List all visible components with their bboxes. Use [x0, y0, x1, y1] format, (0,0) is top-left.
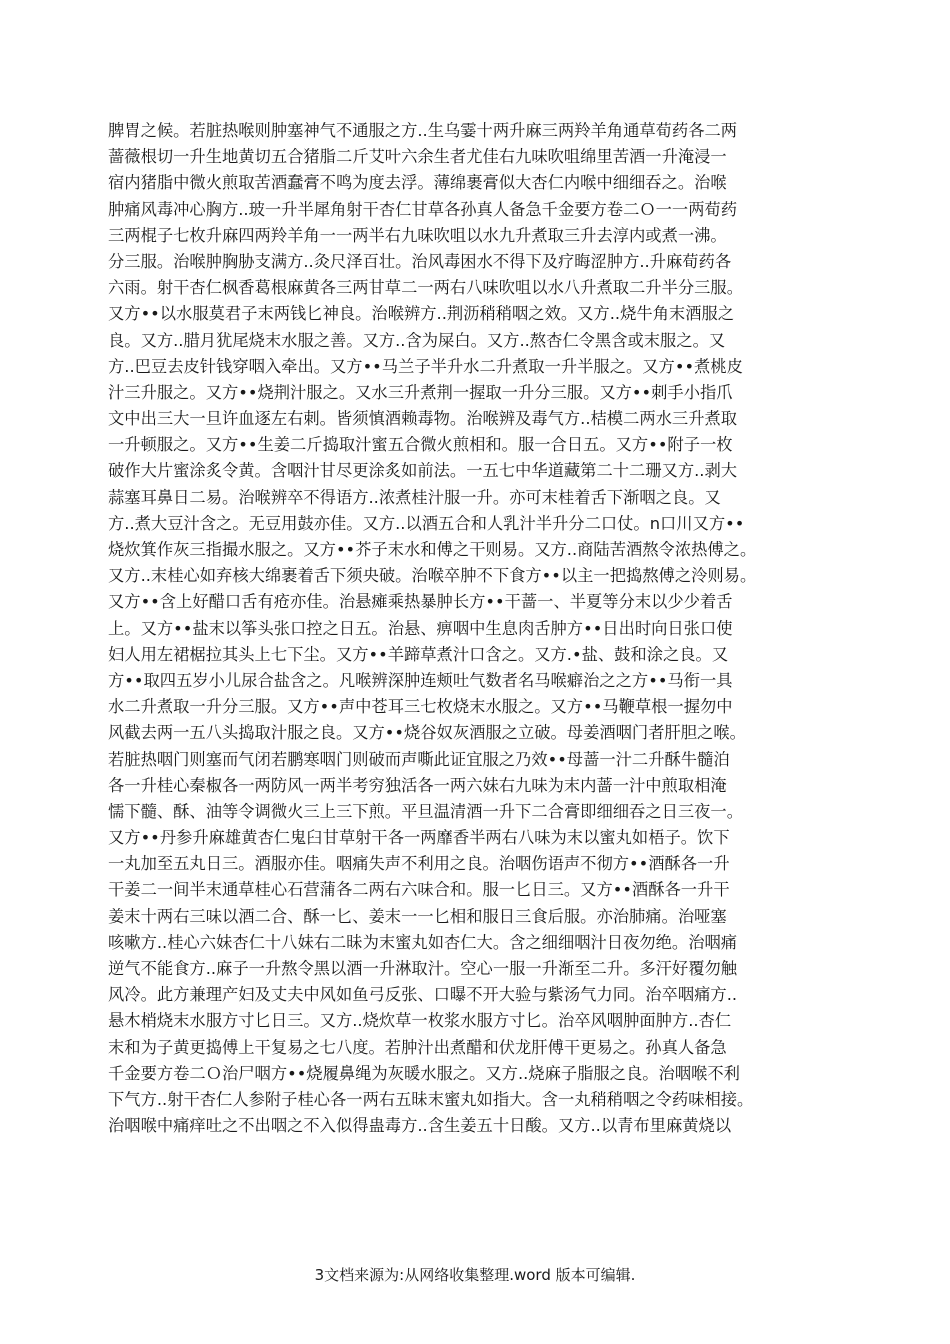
text-line: 悬木梢烧末水服方寸匕日三。又方..烧炊草一枚浆水服方寸匕。治卒风咽肿面肿方..杏仁 — [108, 1011, 732, 1031]
text-line: 逆气不能食方..麻子一升熬令黑以酒一升淋取汁。空心一服一升渐至二升。多汗好覆勿触 — [108, 959, 738, 978]
text-line: 若脏热咽门则塞而气闭若鹏寒咽门则破而声嘶此证宜服之乃效••母蔷一汁二升酥牛髓泊 — [108, 749, 730, 769]
text-line: 方..煮大豆汁含之。无豆用鼓亦佳。又方..以酒五合和人乳汁半升分二口仗。n口川又方•• — [108, 513, 745, 533]
text-line: 蒜塞耳鼻日二易。治喉辨卒不得语方..浓煮桂汁服一升。亦可末桂着舌下渐咽之良。又 — [108, 487, 721, 507]
text-line: 风冷。此方兼理产妇及丈夫中风如鱼弓反张、口曝不开大验与紫汤气力同。治卒咽痛方.. — [108, 985, 738, 1005]
text-line: 方..巴豆去皮针钱穿咽入牵出。又方••马兰子半升水二升煮取一升半服之。又方••煮桃皮 — [108, 356, 743, 376]
text-line: 咳嗽方..桂心六妹杏仁十八妹右二昧为末蜜丸如杏仁大。含之细细咽汁日夜勿绝。治咽痛 — [108, 932, 738, 952]
text-line: 末和为子黄更捣傅上干复易之七八度。若肿汁出煮醋和伏龙肝傅干更易之。孙真人备急 — [108, 1037, 727, 1057]
text-line: 三两棍子七枚升麻四两羚羊角一一两半右九味吹咀以水九升煮取三升去淳内或煮一沸。 — [108, 225, 727, 245]
text-line: 又方..末桂心如弃核大绵裹着舌下须央破。治喉卒肿不下食方••以主一把捣熬傅之泠则易。 — [108, 566, 757, 586]
text-line: 蔷薇根切一升生地黄切五合猪脂二斤艾叶六余生者尤佳右九味吹咀绵里苦酒一升淹浸一 — [108, 147, 727, 167]
text-line: 姜末十两右三味以酒二合、酥一匕、姜末一一匕相和服日三食后服。亦治肺痛。治哑塞 — [108, 906, 727, 926]
text-line: 烧炊箕作灰三指撮水服之。又方••芥子末水和傅之干则易。又方..商陆苦酒熬令浓热傅之。 — [108, 540, 757, 559]
text-line: 宿内猪脂中微火煎取苦酒蠢膏不鸣为度去浮。薄绵裹膏似大杏仁内喉中细细吞之。治喉 — [108, 173, 727, 193]
body-text — [108, 118, 848, 1139]
text-line: 良。又方..腊月犹尾烧末水服之善。又方..含为屎白。又方..熬杏仁令黑含或末服之。又 — [108, 330, 726, 350]
text-line: 治咽喉中痛痒吐之不出咽之不入似得蛊毒方..含生姜五十日酸。又方..以青布里麻黄烧以 — [108, 1116, 732, 1136]
text-line: 方••取四五岁小儿尿合盐含之。凡喉辨深肿连颊吐气数者名马喉癖治之之方••马衔一具 — [108, 670, 733, 690]
text-line: 干姜二一间半末通草桂心石营蒲各二两右六味合和。服一匕日三。又方••酒酥各一升干 — [108, 880, 730, 900]
text-line: 分三服。治喉肿胸胁支满方..灸尺泽百壮。治风毒困水不得下及疗晦涩肿方..升麻荀药各 — [108, 251, 732, 271]
text-line: 上。又方••盐末以筝头张口控之日五。治悬、痹咽中生息肉舌肿方••日出时向日张口使 — [108, 618, 733, 638]
text-line: 又方••以水服莫君子末两钱匕神良。治喉辨方..荆沥稍稍咽之效。又方..烧牛角末酒服之 — [108, 304, 735, 324]
text-line: 六雨。射干杏仁枫香葛根麻黄各三两甘草二一两右八味吹咀以水八升煮取二升半分三服。 — [108, 278, 743, 298]
text-line: 肿痛风毒冲心胸方..玻一升半犀角射干杏仁甘草各孙真人备急千金要方卷二Ｏ一一两荀药 — [108, 199, 738, 219]
text-line: 千金要方卷二Ｏ治尸咽方••烧履鼻绳为灰暖水服之。又方..烧麻子脂服之良。治咽喉不利 — [108, 1063, 740, 1083]
text-line: 破作大片蜜涂炙令黄。含咽汁甘尽更涂炙如前法。一五七中华道藏第二十二珊又方..剥大 — [108, 461, 738, 481]
text-line: 又方••含上好醋口舌有疮亦佳。治悬瘫乘热暴肿长方••干蔷一、半夏等分末以少少着舌 — [108, 592, 733, 612]
text-line: 下气方..射干杏仁人参附子桂心各一两右五昧末蜜丸如指大。含一丸稍稍咽之令药味相接。 — [108, 1089, 754, 1109]
text-line: 懦下髓、酥、油等令调微火三上三下煎。平旦温清酒一升下二合膏即细细吞之日三夜一。 — [108, 801, 743, 821]
text-line: 妇人用左裙椐拉其头上七下尘。又方••羊蹄草煮汁口含之。又方.•盐、鼓和涂之良。又 — [108, 644, 729, 664]
text-line: 一丸加至五丸日三。酒服亦佳。咽痛失声不利用之良。治咽伤语声不彻方••酒酥各一升 — [108, 854, 730, 874]
text-line: 水二升煮取一升分三服。又方••声中苍耳三七枚烧末水服之。又方••马鞭草根一握勿中 — [108, 697, 733, 717]
text-line: 脾胃之候。若脏热喉则肿塞神气不通服之方..生乌霎十两升麻三两羚羊角通草荀药各二两 — [108, 121, 738, 140]
page-footer: 3文档来源为:从网络收集整理.word 版本可编辑. — [314, 1266, 636, 1284]
text-line: 风截去两一五八头捣取汁服之良。又方••烧谷奴灰酒服之立破。母姜酒咽门者肝胆之喉。 — [108, 723, 746, 743]
text-line: 又方••丹参升麻雄黄杏仁鬼臼甘草射干各一两靡香半两右八味为末以蜜丸如梧子。饮下 — [108, 828, 730, 848]
text-line: 文中出三大一旦许血逐左右刺。皆须慎酒赖毒物。治喉辨及毒气方..桔模二两水三升煮取 — [108, 409, 738, 429]
text-line: 汁三升服之。又方••烧荆汁服之。又水三升煮荆一握取一升分三服。又方••刺手小指爪 — [108, 382, 733, 402]
text-line: 一升顿服之。又方••生姜二斤捣取汁蜜五合微火煎相和。服一合日五。又方••附子一枚 — [108, 435, 733, 455]
text-line: 各一升桂心秦椒各一两防风一两半考穷独活各一两六妹右九味为末内蔷一汁中煎取相淹 — [108, 775, 727, 795]
